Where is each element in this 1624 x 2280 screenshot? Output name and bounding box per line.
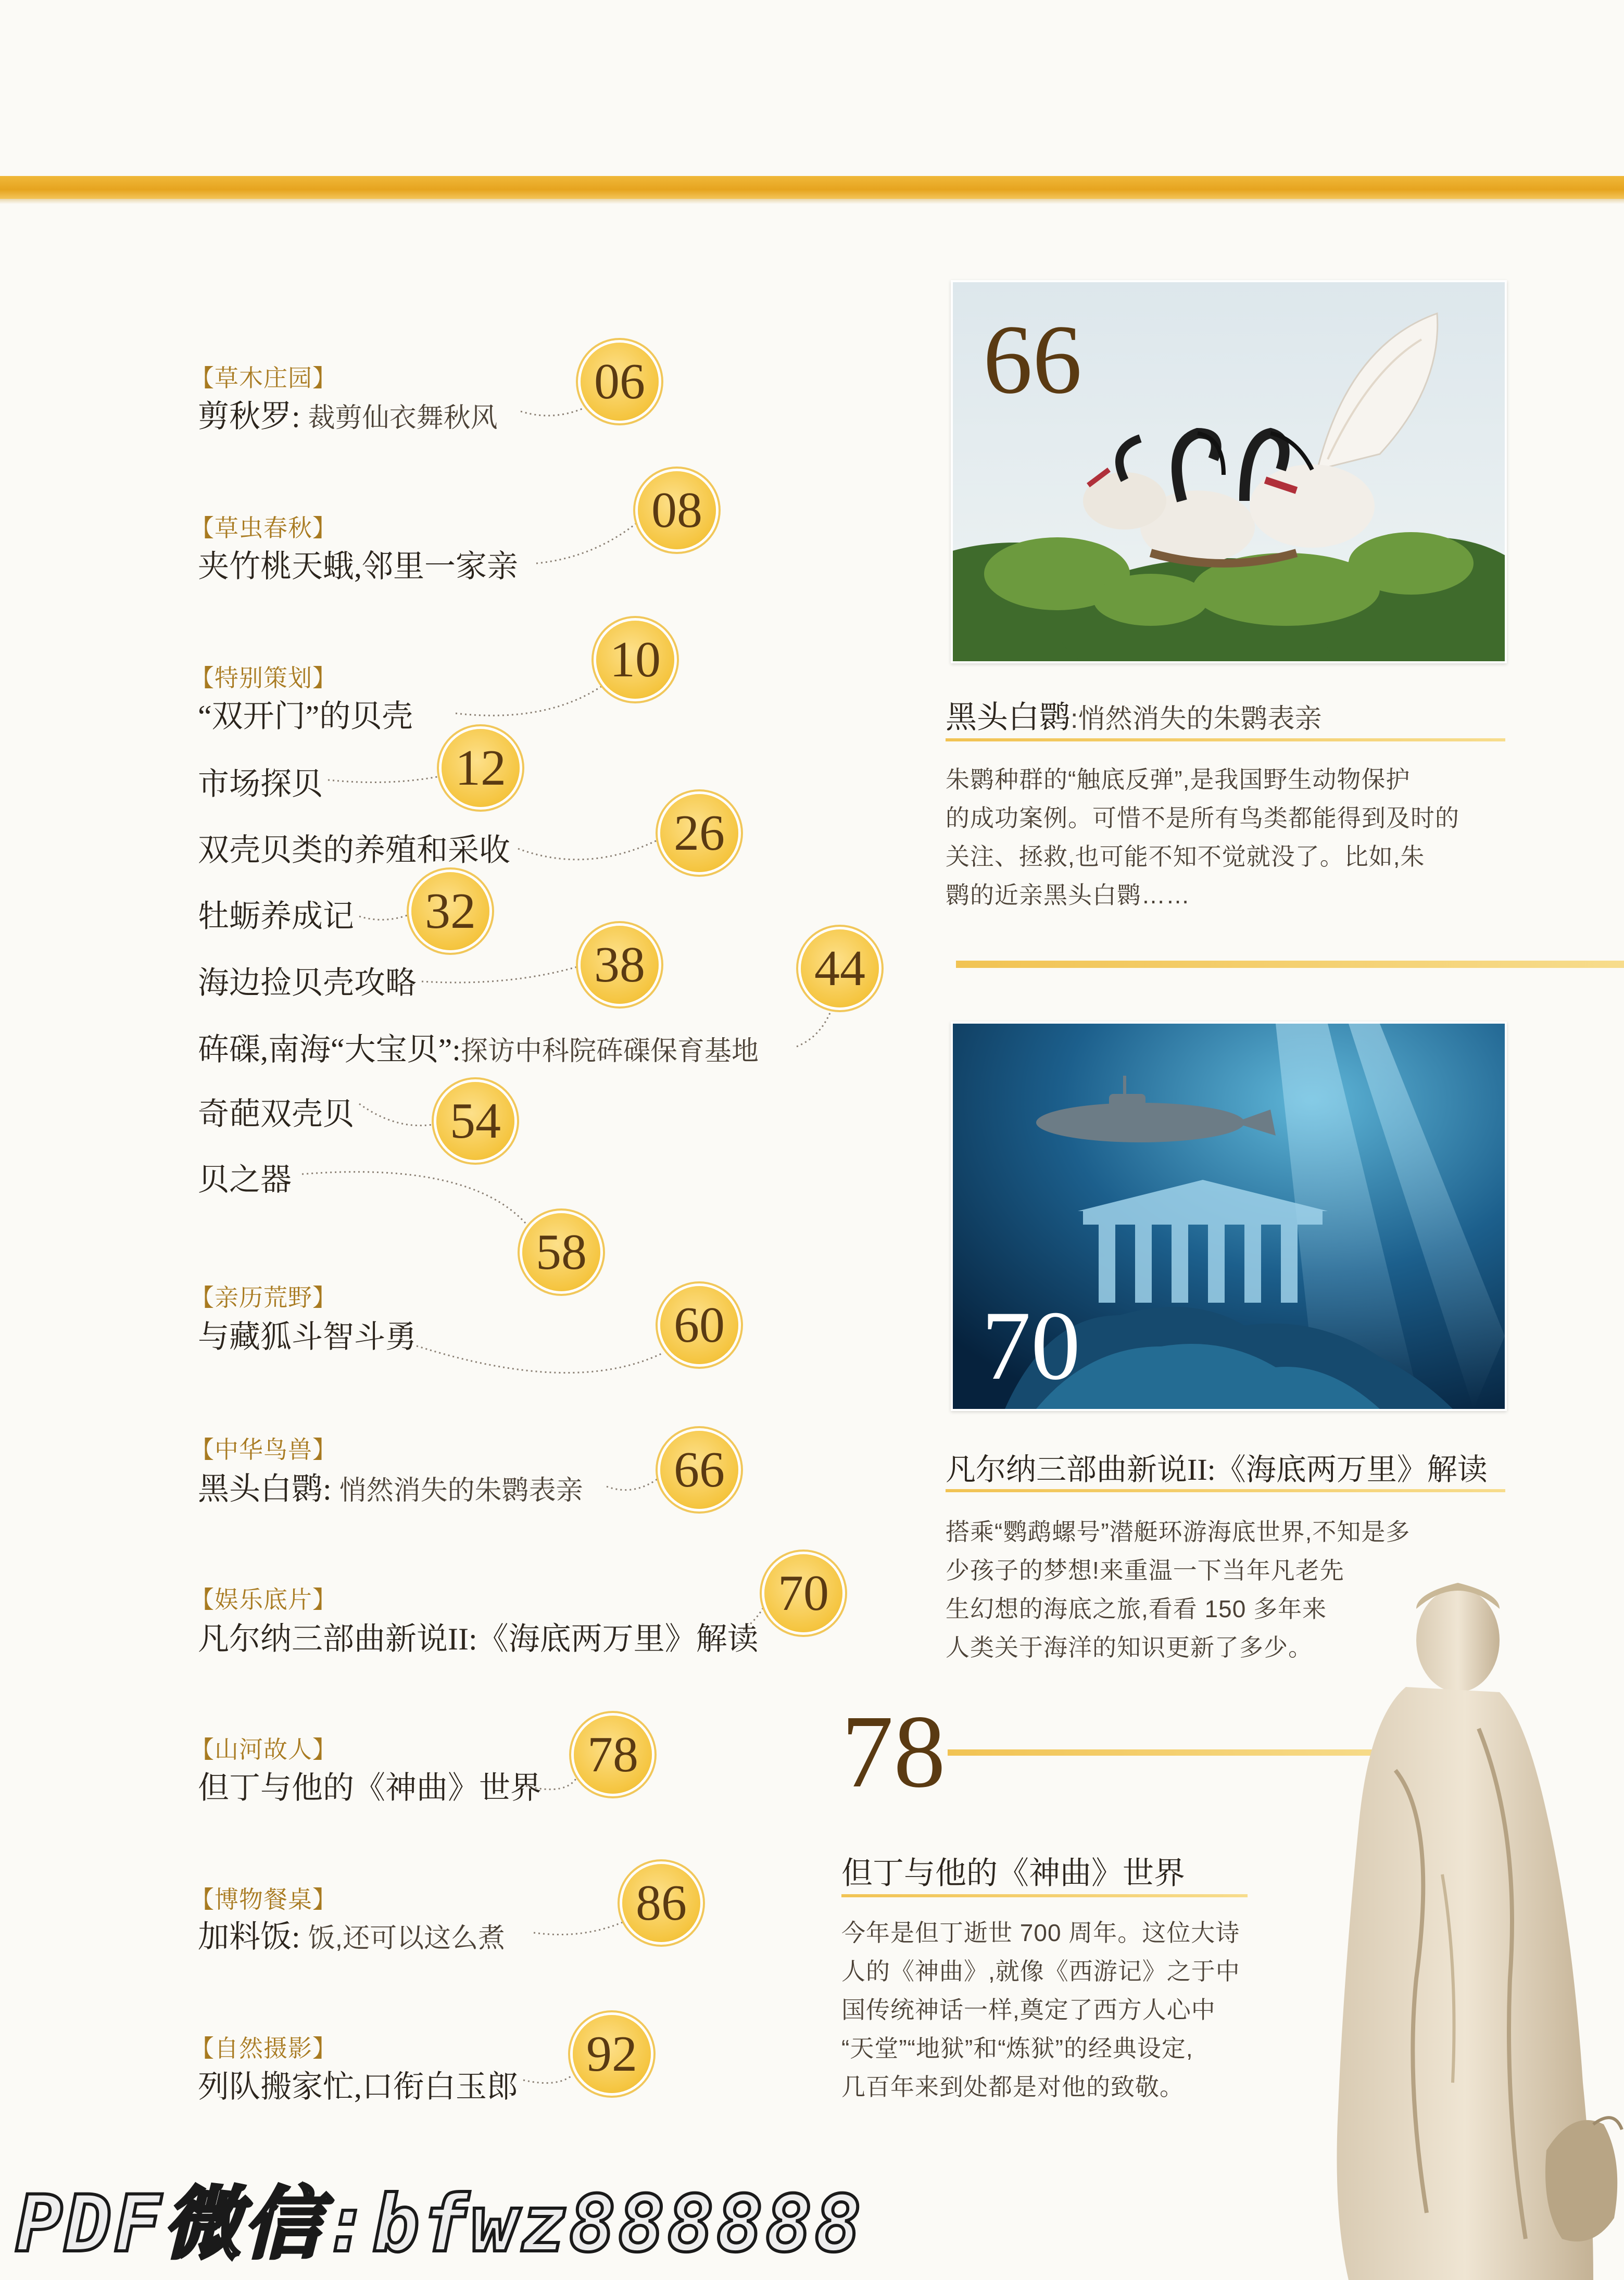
toc-entry-70[interactable]: 凡尔纳三部曲新说II:《海底两万里》解读 [198, 1622, 759, 1656]
page-badge-44[interactable]: 44 [801, 929, 879, 1007]
feature-title-dante[interactable]: 但丁与他的《神曲》世界 [841, 1856, 1185, 1891]
toc-entry-92[interactable]: 列队搬家忙,口衔白玉郎 [198, 2070, 518, 2104]
page-badge-60[interactable]: 60 [660, 1286, 738, 1364]
category-label: 【草木庄园】 [190, 364, 337, 392]
page-badge-38[interactable]: 38 [581, 926, 659, 1004]
feature-title-ibis[interactable]: 黑头白鹮:悄然消失的朱鹮表亲 [946, 700, 1322, 735]
toc-entry-44[interactable]: 砗磲,南海“大宝贝”:探访中科院砗磲保育基地 [198, 1032, 759, 1067]
toc-entry-86[interactable]: 加料饭: 饭,还可以这么煮 [198, 1920, 506, 1954]
toc-entry-12[interactable]: 市场探贝 [198, 767, 323, 801]
page-badge-92[interactable]: 92 [573, 2015, 651, 2093]
page-badge-70[interactable]: 70 [764, 1554, 842, 1632]
toc-entry-08[interactable]: 夹竹桃天蛾,邻里一家亲 [198, 549, 518, 584]
category-label: 【自然摄影】 [190, 2035, 337, 2062]
section-divider [956, 961, 1624, 968]
page-badge-66[interactable]: 66 [660, 1431, 738, 1509]
feature-desc-dante: 今年是但丁逝世 700 周年。这位大诗 人的《神曲》,就像《西游记》之于中 国传统神话一样,奠定了西方人心中 “天堂”“地狱”和“炼狱”的经典设定, 几百年来到处都是对他的致敬。 [841, 1919, 1240, 2100]
toc-entry-38[interactable]: 海边捡贝壳攻略 [198, 966, 417, 1000]
ibis-photo[interactable] [951, 280, 1507, 663]
toc-entry-60[interactable]: 与藏狐斗智斗勇 [198, 1320, 417, 1354]
page-badge-58[interactable]: 58 [522, 1213, 600, 1291]
toc-entry-26[interactable]: 双壳贝类的养殖和采收 [198, 833, 510, 867]
feature-title-nautilus[interactable]: 凡尔纳三部曲新说II:《海底两万里》解读 [946, 1453, 1488, 1487]
feature-number-66: 66 [983, 305, 1082, 414]
toc-entry-10[interactable]: “双开门”的贝壳 [198, 699, 413, 734]
page-badge-12[interactable]: 12 [442, 729, 520, 807]
category-label: 【特别策划】 [190, 664, 337, 691]
category-label: 【博物餐桌】 [190, 1886, 337, 1913]
page-badge-06[interactable]: 06 [581, 343, 659, 421]
nautilus-photo[interactable] [951, 1022, 1507, 1411]
toc-entry-58[interactable]: 贝之器 [198, 1163, 292, 1197]
feature-underline [946, 738, 1505, 741]
category-label: 【中华鸟兽】 [190, 1436, 337, 1463]
page-badge-26[interactable]: 26 [660, 794, 738, 872]
toc-entry-32[interactable]: 牡蛎养成记 [198, 899, 354, 934]
toc-entry-66[interactable]: 黑头白鹮: 悄然消失的朱鹮表亲 [198, 1472, 583, 1506]
feature-number-70: 70 [981, 1291, 1080, 1401]
toc-entry-78[interactable]: 但丁与他的《神曲》世界 [198, 1771, 542, 1805]
category-label: 【草虫春秋】 [190, 514, 337, 541]
category-label: 【山河故人】 [190, 1736, 337, 1763]
category-label: 【亲历荒野】 [190, 1284, 337, 1311]
feature-underline [946, 1489, 1505, 1492]
dante-statue-image[interactable] [1302, 1562, 1624, 2280]
page-badge-78[interactable]: 78 [574, 1716, 652, 1794]
page-badge-86[interactable]: 86 [622, 1864, 700, 1942]
feature-desc-nautilus: 搭乘“鹦鹉螺号”潜艇环游海底世界,不知是多 少孩子的梦想!来重温一下当年凡老先 生幻想的海底之旅,看看 150 多年来 人类关于海洋的知识更新了多少。 [946, 1518, 1411, 1661]
page-badge-08[interactable]: 08 [638, 471, 716, 549]
watermark: PDF微信:bfwz888888 [16, 2179, 864, 2270]
toc-entry-06[interactable]: 剪秋罗: 裁剪仙衣舞秋风 [198, 399, 498, 434]
page-badge-32[interactable]: 32 [411, 872, 489, 950]
feature-underline [841, 1894, 1248, 1897]
page-badge-10[interactable]: 10 [596, 621, 674, 699]
page-badge-54[interactable]: 54 [436, 1082, 514, 1160]
toc-entry-54[interactable]: 奇葩双壳贝 [198, 1097, 354, 1131]
feature-number-78: 78 [841, 1694, 946, 1809]
category-label: 【娱乐底片】 [190, 1586, 337, 1613]
feature-desc-ibis: 朱鹮种群的“触底反弹”,是我国野生动物保护 的成功案例。可惜不是所有鸟类都能得到及时的 关注、拯救,也可能不知不觉就没了。比如,朱 鹮的近亲黑头白鹮…… [946, 766, 1459, 909]
